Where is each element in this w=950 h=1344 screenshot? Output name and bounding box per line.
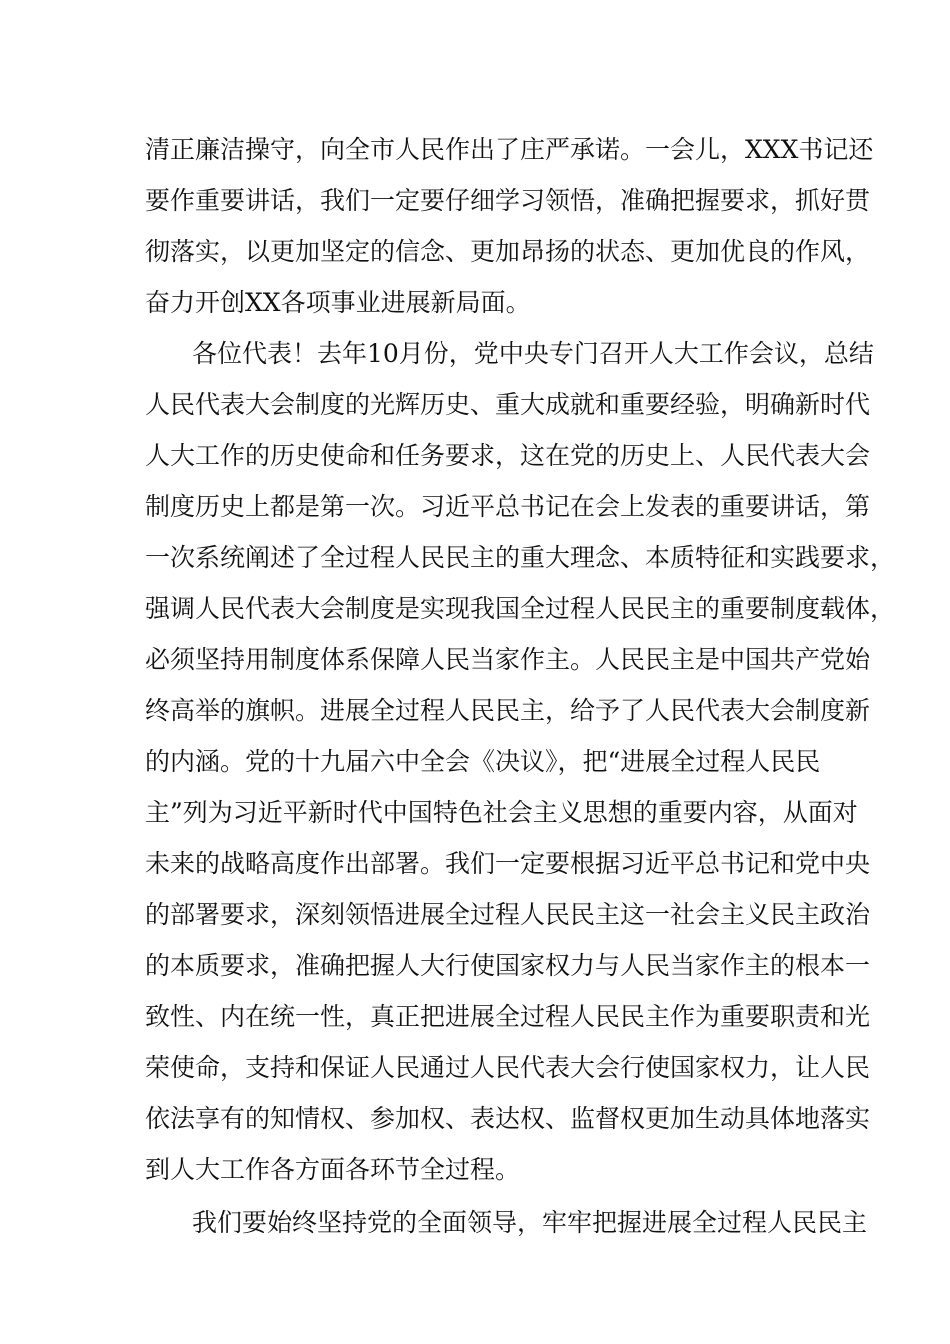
text-line: 依法享有的知情权、参加权、表达权、监督权更加生动具体地落实 bbox=[145, 1104, 871, 1133]
text-line: 必须坚持用制度体系保障人民当家作主。人民民主是中国共产党始 bbox=[145, 645, 871, 674]
text-line: 荣使命，支持和保证人民通过人民代表大会行使国家权力，让人民 bbox=[145, 1053, 871, 1082]
text-line: 彻落实，以更加坚定的信念、更加昂扬的状态、更加优良的作风， bbox=[145, 237, 871, 266]
text-line: 清正廉洁操守，向全市人民作出了庄严承诺。一会儿，XXX书记还 bbox=[145, 135, 874, 164]
text-line: 的内涵。党的十九届六中全会《决议》，把“进展全过程人民民 bbox=[145, 747, 821, 776]
text-line: 一次系统阐述了全过程人民民主的重大理念、本质特征和实践要求， bbox=[145, 543, 896, 572]
text-line: 终高举的旗帜。进展全过程人民民主，给予了人民代表大会制度新 bbox=[145, 696, 871, 725]
text-line: 我们要始终坚持党的全面领导，牢牢把握进展全过程人民民主 bbox=[192, 1208, 868, 1237]
text-line: 要作重要讲话，我们一定要仔细学习领悟，准确把握要求，抓好贯 bbox=[145, 186, 871, 215]
text-line: 奋力开创XX各项事业进展新局面。 bbox=[145, 288, 531, 317]
text-line: 的本质要求，准确把握人大行使国家权力与人民当家作主的根本一 bbox=[145, 951, 871, 980]
text-line: 的部署要求，深刻领悟进展全过程人民民主这一社会主义民主政治 bbox=[145, 900, 871, 929]
text-line: 未来的战略高度作出部署。我们一定要根据习近平总书记和党中央 bbox=[145, 849, 871, 878]
text-line: 各位代表！去年10月份，党中央专门召开人大工作会议，总结 bbox=[192, 339, 874, 368]
text-line: 致性、内在统一性，真正把进展全过程人民民主作为重要职责和光 bbox=[145, 1002, 871, 1031]
text-line: 主”列为习近平新时代中国特色社会主义思想的重要内容，从面对 bbox=[145, 798, 858, 827]
text-line: 人大工作的历史使命和任务要求，这在党的历史上、人民代表大会 bbox=[145, 441, 871, 470]
text-line: 强调人民代表大会制度是实现我国全过程人民民主的重要制度载体， bbox=[145, 594, 896, 623]
text-line: 到人大工作各方面各环节全过程。 bbox=[145, 1155, 521, 1184]
text-line: 人民代表大会制度的光辉历史、重大成就和重要经验，明确新时代 bbox=[145, 390, 871, 419]
text-line: 制度历史上都是第一次。习近平总书记在会上发表的重要讲话，第 bbox=[145, 492, 871, 521]
